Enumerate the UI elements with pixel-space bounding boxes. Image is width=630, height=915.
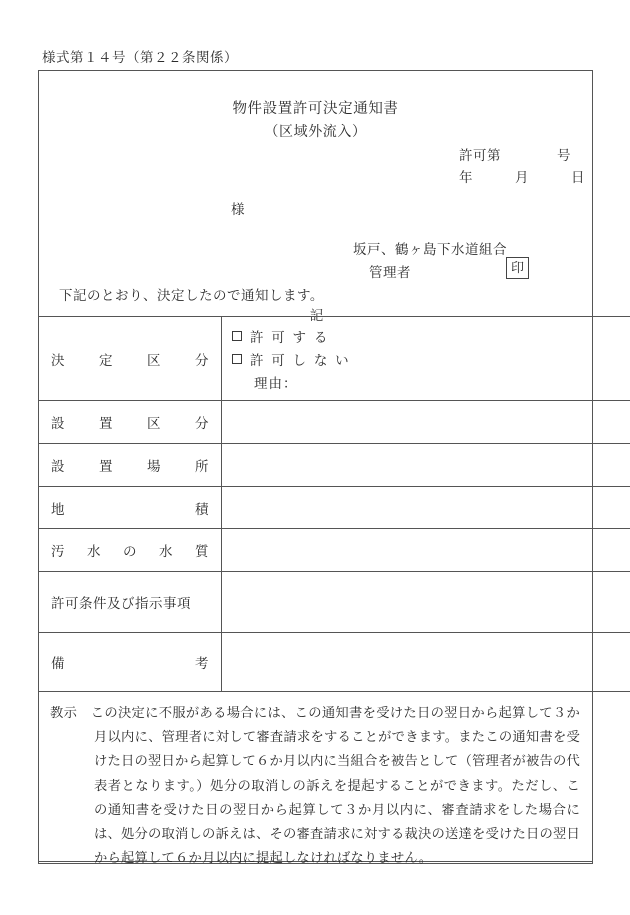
addressee-honorific: 様 bbox=[231, 202, 245, 217]
row-value-decision-category bbox=[222, 317, 630, 401]
label-char: 備 bbox=[51, 656, 65, 671]
row-label-installation-category bbox=[39, 401, 222, 444]
reason-label[interactable]: 理由： bbox=[254, 375, 298, 391]
table-row bbox=[39, 317, 630, 401]
label-char: 分 bbox=[195, 352, 209, 368]
row-label-decision-category bbox=[39, 317, 222, 401]
label-char: 区 bbox=[147, 416, 161, 431]
table-row bbox=[39, 529, 630, 572]
label-char: 決 bbox=[51, 352, 65, 368]
label-char: 考 bbox=[195, 656, 209, 671]
form-number: 様式第１４号（第２２条関係） bbox=[42, 50, 238, 65]
row-value-permit-conditions[interactable] bbox=[222, 572, 630, 633]
row-label-remarks bbox=[39, 633, 222, 692]
label-char: 水 bbox=[159, 544, 173, 559]
row-value-remarks[interactable] bbox=[222, 633, 630, 692]
permit-number-field[interactable]: 許可第 号 bbox=[459, 148, 571, 163]
checkbox-icon[interactable] bbox=[232, 331, 242, 341]
ki-mark: 記 bbox=[309, 308, 324, 323]
label-char: 場 bbox=[147, 459, 161, 474]
checkbox-option-deny[interactable] bbox=[232, 349, 627, 369]
document-frame bbox=[38, 70, 593, 866]
label-char: 所 bbox=[195, 459, 209, 474]
notice-sentence: 下記のとおり、決定したので通知します。 bbox=[59, 288, 324, 303]
label-char: 地 bbox=[51, 501, 65, 517]
label-char: 水 bbox=[87, 544, 101, 559]
checkbox-icon[interactable] bbox=[232, 354, 242, 364]
document-subtitle: （区域外流入） bbox=[264, 125, 367, 140]
issuer-organization: 坂戸、鶴ヶ島下水道組合 bbox=[353, 242, 507, 257]
label-text: 許可条件及び指示事項 bbox=[51, 596, 191, 611]
table-row bbox=[39, 633, 630, 692]
row-label-land-area bbox=[39, 487, 222, 529]
instruction-box bbox=[38, 691, 593, 864]
label-char: 分 bbox=[195, 416, 209, 431]
label-char: 区 bbox=[147, 352, 161, 368]
document-title: 物件設置許可決定通知書 bbox=[232, 101, 399, 117]
checkbox-label: 許 可 し な い bbox=[250, 352, 351, 368]
instruction-text: 教示 この決定に不服がある場合には、この通知書を受けた日の翌日から起算して３か月以内に、管理者に対して審査請求をすることができます。またこの通知書を受けた日の翌日から起算して６か月以内に当組合を被告として（管理者が被告の代表者となります。）処分の取消しの訴えを提起することができます。ただし、この通知書を受けた日の翌日から起算して３か月以内に、審査請求をした場合には、処分の取消しの訴えは、その審査請求に対する裁決の送達を受けた日の翌日から起算して６か月以内に提起しなければなりません。 bbox=[50, 705, 580, 866]
row-label-wastewater-quality bbox=[39, 529, 222, 572]
table-row bbox=[39, 572, 630, 633]
issuer-role: 管理者 bbox=[369, 265, 411, 280]
seal-stamp-box[interactable]: 印 bbox=[506, 257, 529, 279]
decision-table bbox=[38, 316, 630, 692]
label-char: の bbox=[123, 544, 137, 559]
row-value-installation-category[interactable] bbox=[222, 401, 630, 444]
checkbox-option-approve[interactable] bbox=[232, 326, 627, 346]
table-row bbox=[39, 444, 630, 487]
label-char: 設 bbox=[51, 416, 65, 431]
label-char: 置 bbox=[99, 416, 113, 431]
issue-date-field[interactable]: 年 月 日 bbox=[459, 170, 585, 185]
row-label-permit-conditions bbox=[39, 572, 222, 633]
label-char: 汚 bbox=[51, 544, 65, 559]
row-value-installation-location[interactable] bbox=[222, 444, 630, 487]
row-label-installation-location bbox=[39, 444, 222, 487]
checkbox-label: 許 可 す る bbox=[250, 329, 330, 345]
label-char: 定 bbox=[99, 352, 113, 368]
row-value-wastewater-quality[interactable] bbox=[222, 529, 630, 572]
label-char: 積 bbox=[195, 501, 209, 517]
table-row bbox=[39, 401, 630, 444]
row-value-land-area[interactable] bbox=[222, 487, 630, 529]
label-char: 設 bbox=[51, 459, 65, 474]
label-char: 質 bbox=[195, 544, 209, 559]
table-row bbox=[39, 487, 630, 529]
label-char: 置 bbox=[99, 459, 113, 474]
